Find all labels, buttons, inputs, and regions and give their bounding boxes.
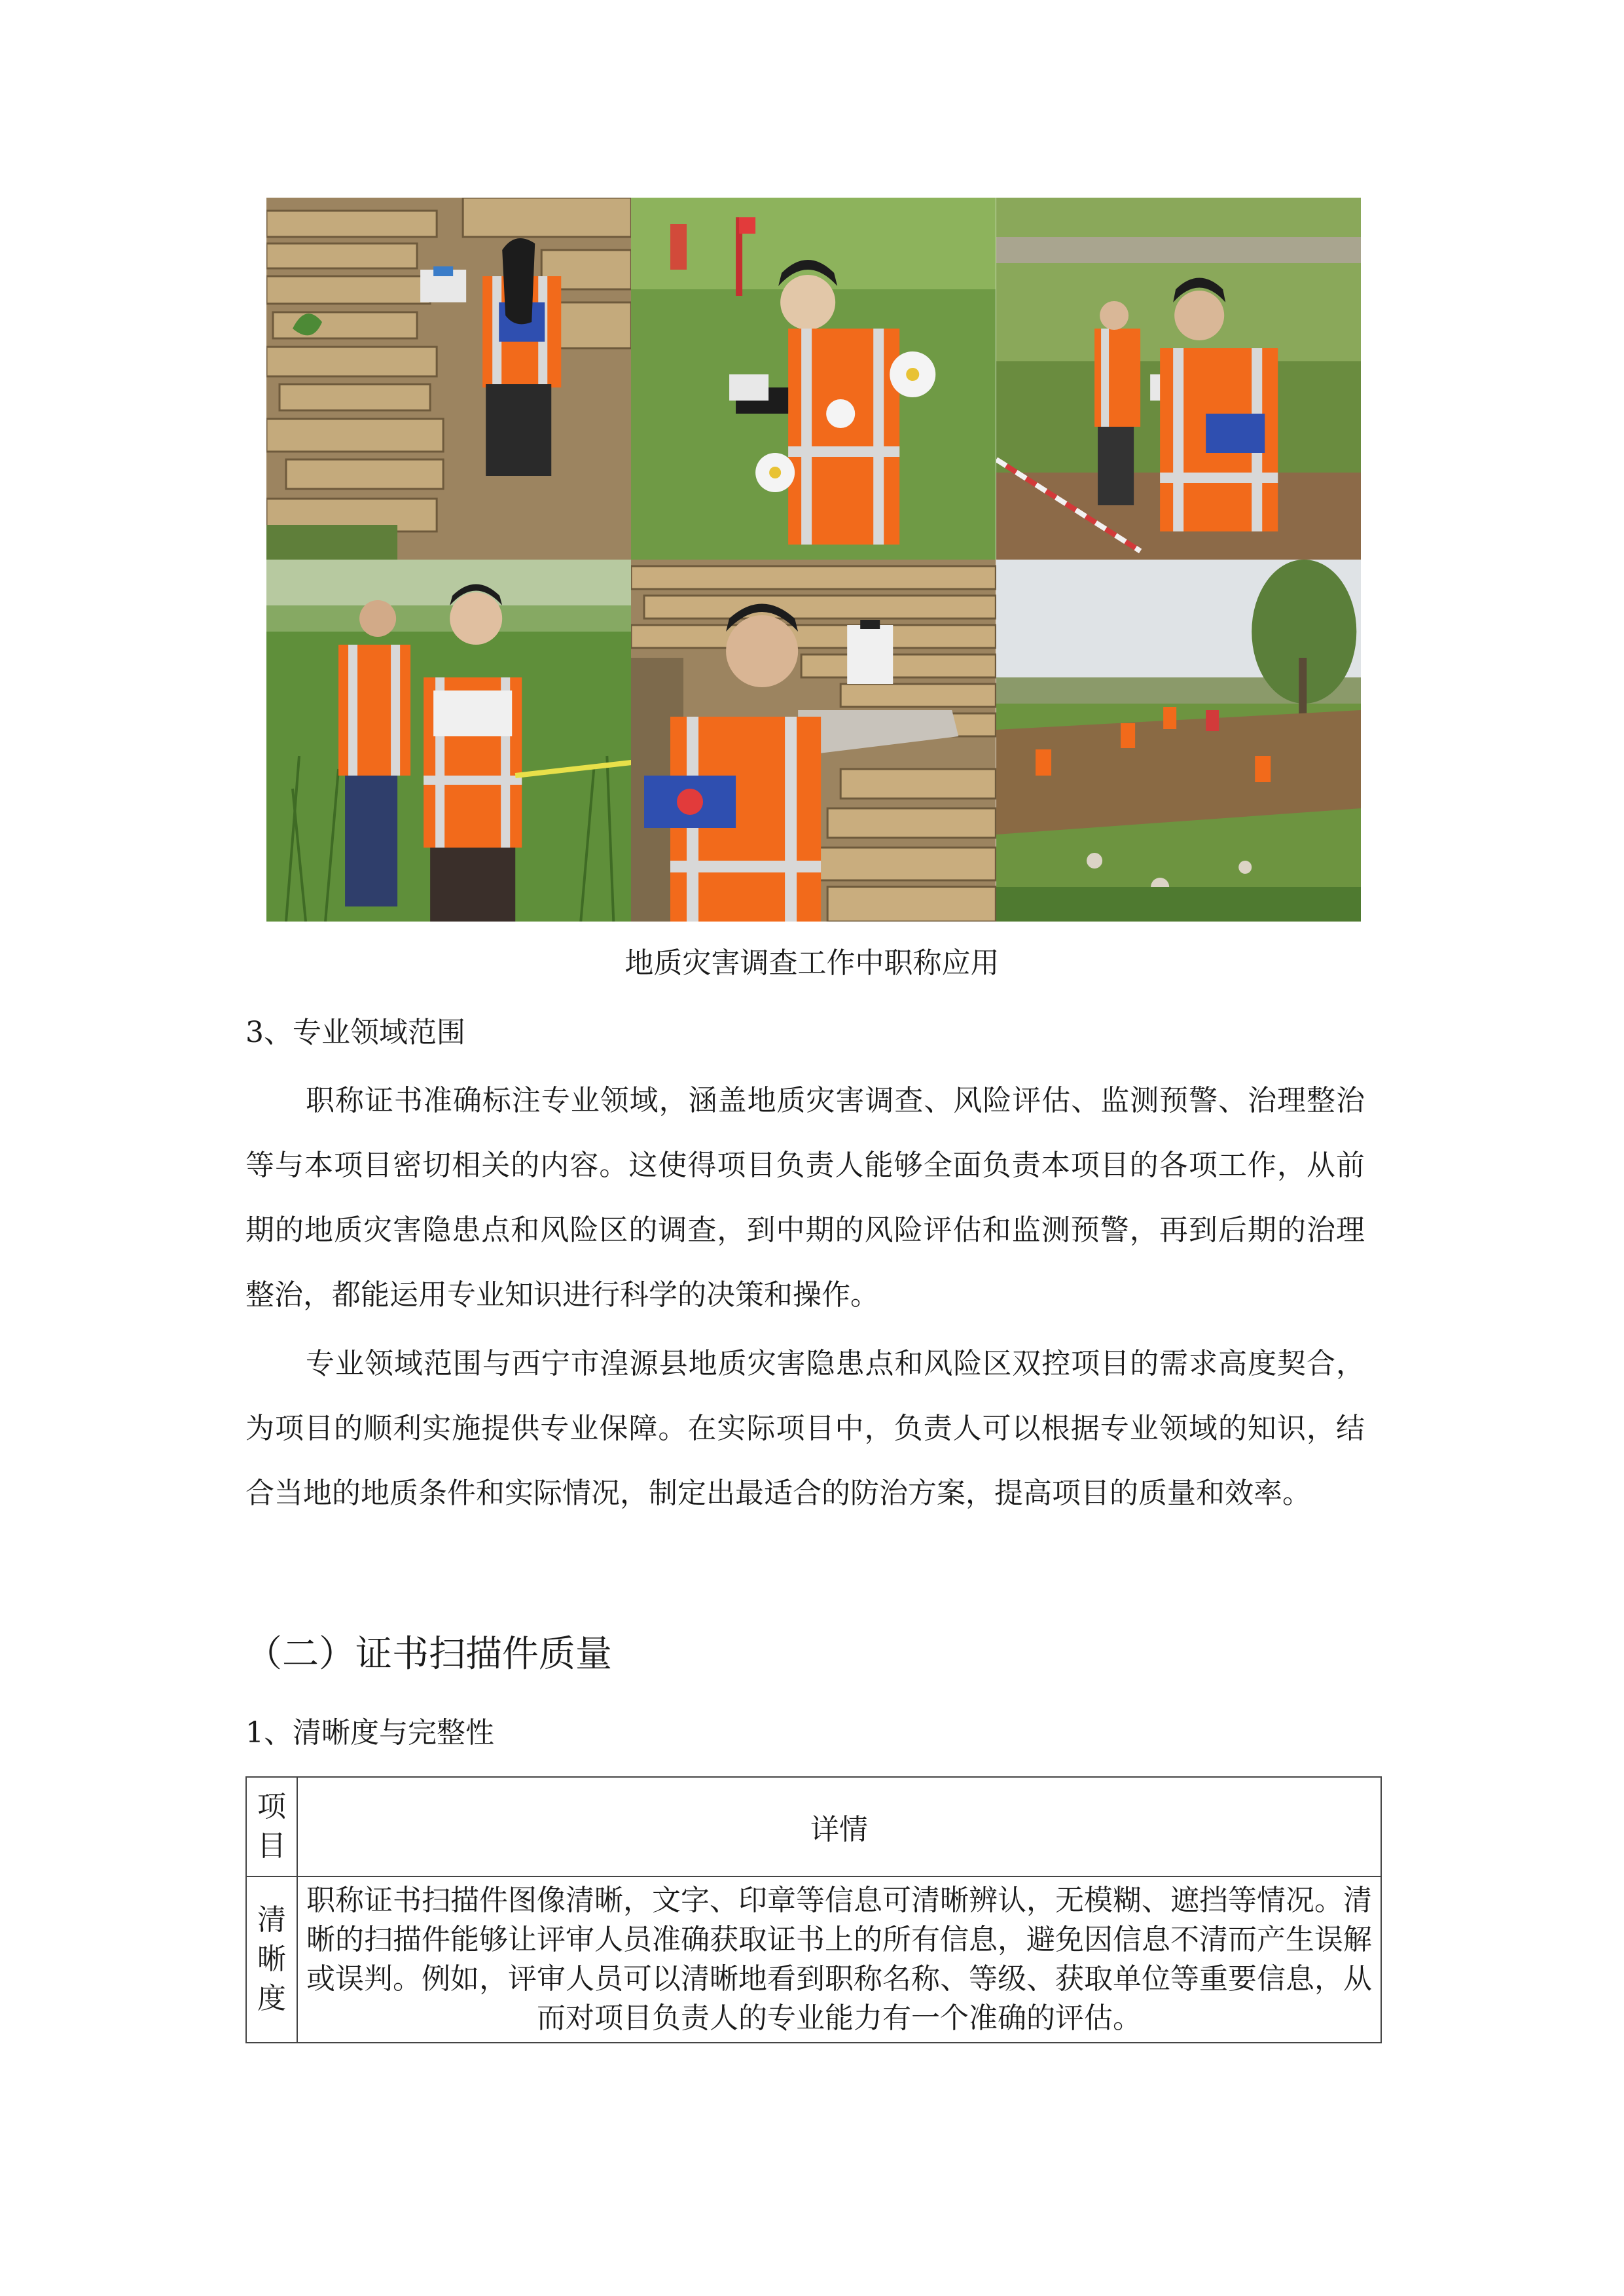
table-header-row (246, 1777, 1381, 1876)
section-heading-scan-quality: （二）证书扫描件质量 (245, 1633, 612, 1676)
paragraph-scope-fit: 专业领域范围与西宁市湟源县地质灾害隐患点和风险区双控项目的需求高度契合，为项目的顺利实施提供专业保障。在实际项目中，负责人可以根据专业领域的知识，结合当地的地质条件和实际情况，制定出最适合的防治方案，提高项目的质量和效率。 (245, 1347, 1365, 1510)
table-row (246, 1876, 1381, 2043)
sub-heading-clarity-completeness: 1、清晰度与完整性 (245, 1716, 494, 1749)
paragraph-scope-coverage: 职称证书准确标注专业领域，涵盖地质灾害调查、风险评估、监测预警、治理整治等与本项目密切相关的内容。这使得项目负责人能够全面负责本项目的各项工作，从前期的地质灾害隐患点和风险区的调查，到中期的风险评估和监测预警，再到后期的治理整治，都能运用专业知识进行科学的决策和操作。 (245, 1084, 1365, 1312)
photo-layered-rock-inspection (631, 560, 996, 922)
photo-field-notes-flowers (631, 198, 996, 560)
clarity-table (245, 1776, 1382, 2043)
photo-team-hillside-survey (996, 560, 1361, 922)
row-item-cell: 清晰度 (246, 1876, 297, 2043)
section-heading-professional-scope: 3、专业领域范围 (245, 1016, 465, 1049)
figure-caption: 地质灾害调查工作中职称应用 (624, 946, 1000, 980)
photo-slope-measurement (996, 198, 1361, 560)
photo-grassland-recording (266, 560, 631, 922)
photo-grid (266, 198, 1361, 922)
row-detail-cell: 职称证书扫描件图像清晰，文字、印章等信息可清晰辨认，无模糊、遮挡等情况。清晰的扫描件能够让评审人员准确获取证书上的所有信息，避免因信息不清而产生误解或误判。例如，评审人员可以清晰地看到职称名称、等级、获取单位等重要信息，从而对项目负责人的专业能力有一个准确的评估。 (297, 1876, 1381, 2043)
header-detail-cell: 详情 (297, 1777, 1381, 1876)
header-item-cell: 项目 (246, 1777, 297, 1876)
photo-rock-wall-survey (266, 198, 631, 560)
